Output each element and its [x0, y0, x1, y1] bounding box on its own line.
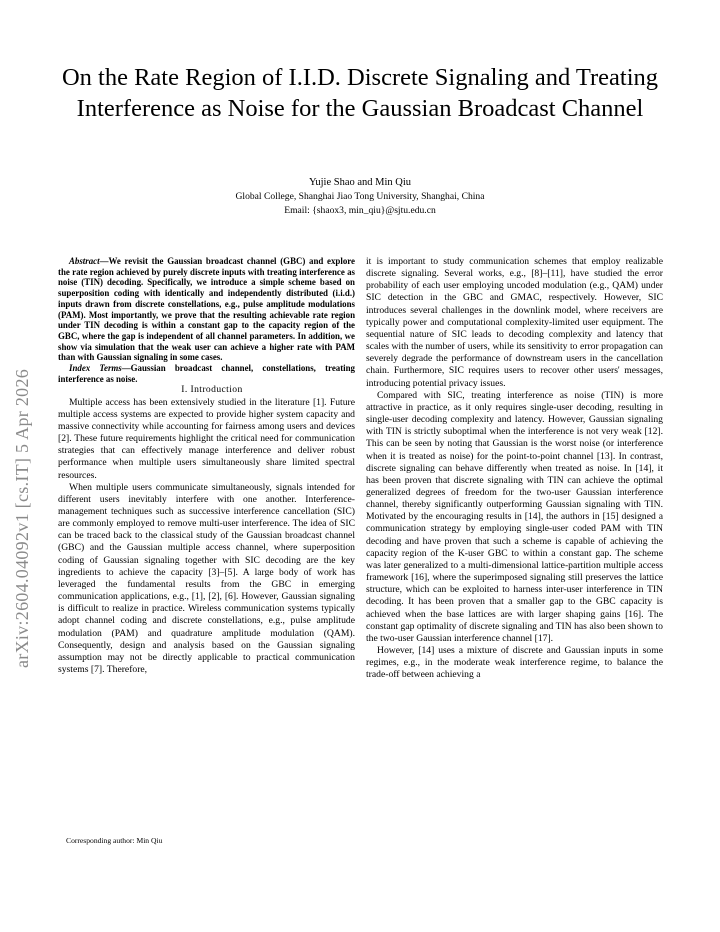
index-terms [58, 363, 355, 384]
right-column [366, 256, 663, 681]
footnote-corresponding-author: Corresponding author: Min Qiu [66, 836, 163, 845]
body-paragraph: it is important to study communication schemes that employ realizable discrete signaling. Several works, e.g., [8]–[11], have studied the error probability of each user employing uncoded modulation (e.g., QAM) under SIC detection in the GBC and GMAC, respectively. However, SIC introduces several challenges in the downlink model, where receivers are typically power and computational complexity-limited user equipment. The sequential nature of SIC leads to decoding complexity and latency that scales with the number of users, while its sensitivity to error propagation can severely degrade the performance of downstream users in the cancellation chain. Furthermore, SIC requires users to recover other users' messages, introducing potential privacy issues. [366, 256, 663, 389]
body-paragraph: Multiple access has been extensively studied in the literature [1]. Future multiple access systems are expected to provide higher system capacity and massive connectivity while accounting for fairness among users and devices [2]. These future requirements highlight the critical need for communication strategies that can effectively manage interference and deliver robust performance when multiple users simultaneously share limited spectral resources. [58, 396, 355, 481]
section-heading-introduction: I. Introduction [181, 384, 243, 396]
paper-email: Email: {shaox3, min_qiu}@sjtu.edu.cn [284, 205, 436, 216]
index-terms-body: —Gaussian broadcast channel, constellations, treating interference as noise. [58, 363, 355, 384]
body-paragraph: However, [14] uses a mixture of discrete and Gaussian inputs in some regimes, e.g., in the moderate weak interference regime, to balance the trade-off between achieving a [366, 645, 663, 681]
abstract-label: Abstract [69, 256, 100, 266]
paper-affiliation: Global College, Shanghai Jiao Tong University, Shanghai, China [235, 191, 485, 202]
paper-title: On the Rate Region of I.I.D. Discrete Signaling and Treating Interference as Noise for the Gaussian Broadcast Channel [61, 64, 659, 122]
left-column [58, 256, 355, 676]
index-terms-label: Index Terms [69, 363, 122, 374]
abstract-body: —We revisit the Gaussian broadcast channel (GBC) and explore the rate region achieved by purely discrete inputs with treating interference as noise (TIN) decoding. Specifically, we introduce a simple scheme based on superposition coding with identically and independently distributed (i.i.d.) inputs drawn from discrete constellations, e.g., pulse amplitude modulations (PAM). Most importantly, we prove that the resulting achievable rate region under TIN decoding is within a constant gap to the capacity region of the GBC, where the gap is independent of all channel parameters. In addition, we show via simulation that the weak user can achieve a higher rate with PAM than with Gaussian signaling in some cases. [58, 256, 355, 363]
abstract [58, 256, 355, 363]
arxiv-sidebar-stamp: arXiv:2604.04092v1 [cs.IT] 5 Apr 2026 [12, 368, 32, 668]
paper-authors: Yujie Shao and Min Qiu [308, 177, 412, 188]
body-paragraph: Compared with SIC, treating interference as noise (TIN) is more attractive in practice, as it only requires single-user decoding, resulting in single-user decoding complexity and latency. However, Gaussian signaling with TIN is strictly suboptimal when the interference is not very weak [12]. This can be seen by noting that Gaussian is the worst noise (or interference when it is treated as noise) for the point-to-point channel [13]. In contrast, discrete signaling can behave differently when treated as noise. In [14], it has been proven that discrete signaling with TIN can achieve the optimal generalized degrees of freedom for the two-user Gaussian interference channel, thereby significantly outperforming Gaussian signaling with TIN. Motivated by the encouraging results in [14], the authors in [15] designed a communication strategy by employing single-user coded PAM with TIN decoding and have proven that such a scheme is capable of achieving the capacity region of the K-user GBC to within a constant gap. The scheme was later generalized to a multi-dimensional lattice-partition multiple access framework [16], where the superimposed signaling still preserves the lattice structure, which can be exploited to harness inter-user interference in TIN decoding. It has been proven that a smaller gap to the GBC capacity is achieved when the base lattices are with larger shaping gains [16]. The constant gap optimality of discrete signaling and TIN has also been shown to the two-user Gaussian interference channel [17]. [366, 389, 663, 644]
body-paragraph: When multiple users communicate simultaneously, signals intended for different users inevitably interfere with one another. Interference-management techniques such as successive interference cancellation (SIC) are commonly employed to remove multi-user interference. The idea of SIC can be traced back to the classical study of the Gaussian broadcast channel (GBC) and the Gaussian multiple access channel, where superposition coding of Gaussian signaling together with SIC decoding are the key ingredients to achieve the capacity [3]–[5]. A large body of work has leveraged the fundamental results from the GBC in emerging communication applications, e.g., [1], [2], [6]. However, Gaussian signaling is difficult to realize in practice. Wireless communication systems typically adopt channel coding and discrete constellations, e.g., pulse amplitude modulation (PAM) and quadrature amplitude modulation (QAM). Consequently, design and analysis based on the Gaussian signaling assumption may not be directly applicable to practical communication systems [7]. Therefore, [58, 481, 355, 676]
